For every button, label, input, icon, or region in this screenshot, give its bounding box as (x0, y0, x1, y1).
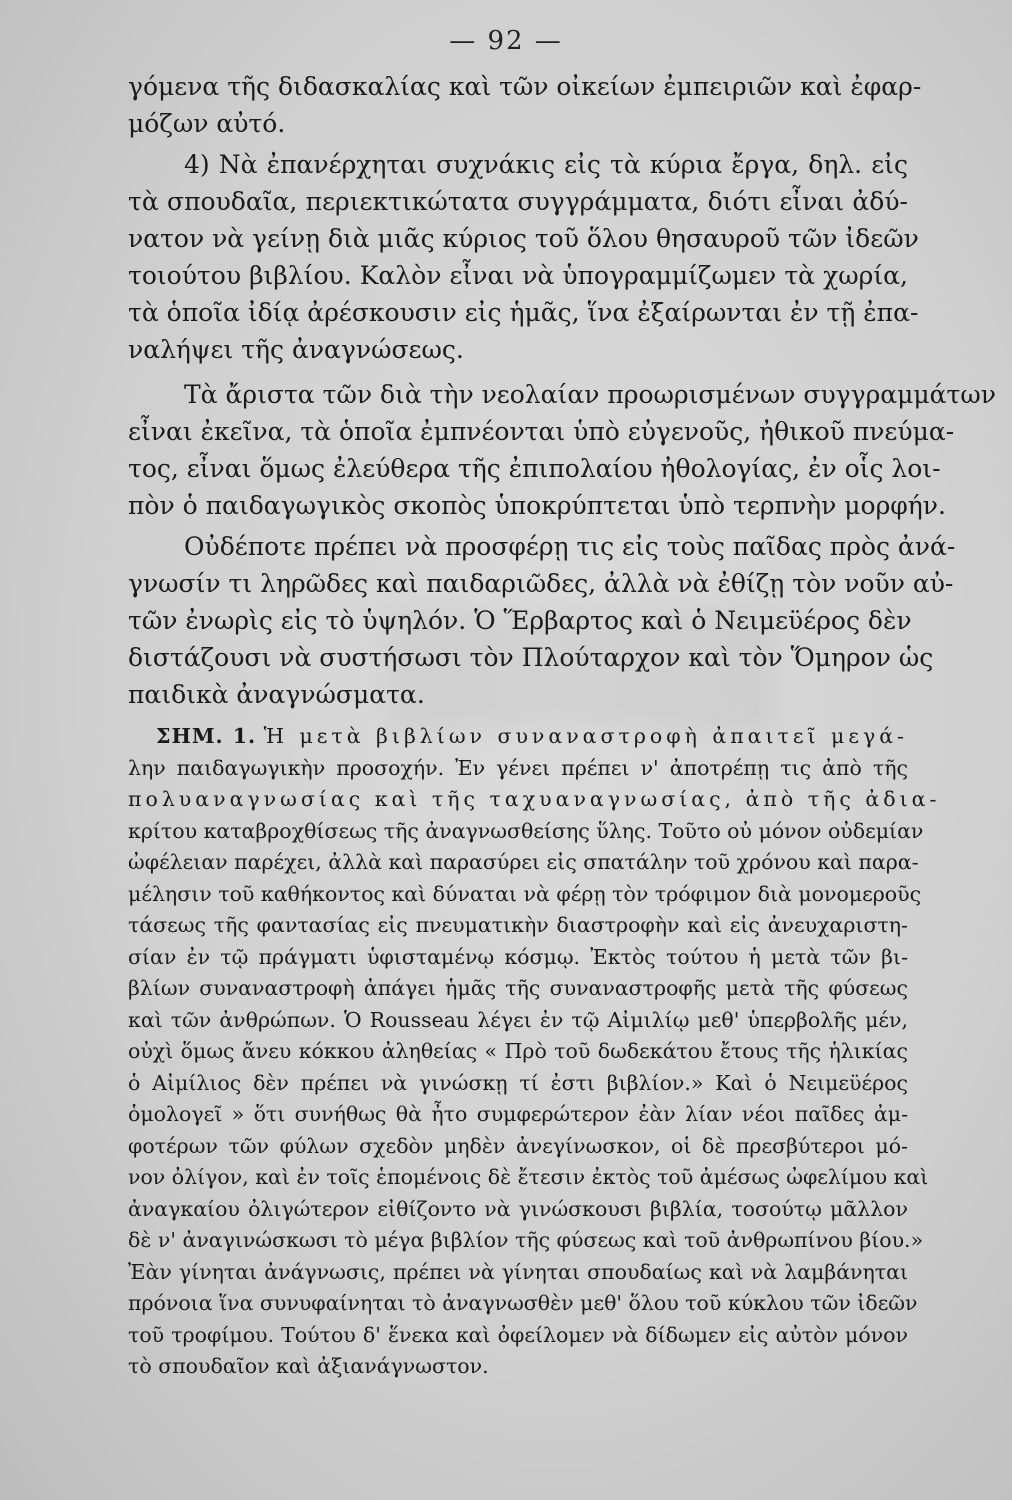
note-first-line (128, 721, 908, 753)
note-line: μέλησιν τοῦ καθήκοντος καὶ δύναται νὰ φέρῃ τὸν τρόφιμον διὰ μονομεροῦς (128, 881, 922, 906)
note-line: τάσεως τῆς φαντασίας εἰς πνευματικὴν διαστροφὴν καὶ εἰς ἀνευχαριστη- (128, 913, 908, 937)
text-line: 4) Νὰ ἐπανέρχηται συχνάκις εἰς τὰ κύρια ἔργα, δηλ. εἰς (184, 150, 908, 179)
paragraph-4 (128, 528, 956, 713)
page-body (128, 68, 996, 1383)
text-line: ναλήψει τῆς ἀναγνώσεως. (128, 335, 464, 364)
note-line: ὁ Αἰμίλιος δὲν πρέπει νὰ γινώσκῃ τί ἐστι βιβλίον.» Καὶ ὁ Νειμεϋέρος (128, 1070, 908, 1095)
note-line: δὲ ν' ἀναγινώσκωσι τὸ μέγα βιβλίον τῆς φύσεως καὶ τοῦ ἀνθρωπίνου βίου.» (128, 1228, 924, 1252)
text-line: διστάζουσι νὰ συστήσωσι τὸν Πλούταρχον καὶ τὸν Ὅμηρον ὡς (128, 643, 934, 672)
note-line: Ἐὰν γίνηται ἀνάγνωσις, πρέπει νὰ γίνηται σπουδαίως καὶ νὰ λαμβάνηται (128, 1259, 908, 1284)
text-line: τῶν ἐνωρὶς εἰς τὸ ὑψηλόν. Ὁ Ἕρβαρτος καὶ ὁ Νειμεϋέρος δὲν (128, 606, 912, 635)
text-line: Οὐδέποτε πρέπει νὰ προσφέρῃ τις εἰς τοὺς παῖδας πρὸς ἀνά- (184, 532, 956, 561)
note-line: νον ὀλίγον, καὶ ἐν τοῖς ἑπομένοις δὲ ἔτεσιν ἐκτὸς τοῦ ἀμέσως ὠφελίμου καὶ (128, 1165, 929, 1189)
note-line: κρίτου καταβροχθίσεως τῆς ἀναγνωσθείσης ὕλης. Τοῦτο οὐ μόνον οὐδεμίαν (128, 818, 924, 843)
text-line: Τὰ ἄριστα τῶν διὰ τὴν νεολαίαν προωρισμένων συγγραμμάτων (184, 380, 996, 409)
paragraph-2 (128, 146, 919, 368)
note-line: πολυαναγνωσίας καὶ τῆς ταχυαναγνωσίας, ἀπὸ τῆς ἀδια- (128, 787, 941, 811)
note-line: καὶ τῶν ἀνθρώπων. Ὁ Rousseau λέγει ἐν τῷ Αἰμιλίῳ μεθ' ὑπερβολῆς μέν, (128, 1007, 908, 1032)
text-line: τὰ σπουδαῖα, περιεκτικώτατα συγγράμματα, διότι εἶναι ἀδύ- (128, 187, 908, 216)
text-line: γνωσίν τι ληρῶδες καὶ παιδαριῶδες, ἀλλὰ νὰ ἐθίζῃ τὸν νοῦν αὐ- (128, 569, 954, 598)
text-line: παιδικὰ ἀναγνώσματα. (128, 680, 425, 709)
note-line: φοτέρων τῶν φύλων σχεδὸν μηδὲν ἀνεγίνωσκον, οἱ δὲ πρεσβύτεροι μό- (128, 1133, 908, 1158)
text-line: πὸν ὁ παιδαγωγικὸς σκοπὸς ὑποκρύπτεται ὑπὸ τερπνὴν μορφήν. (128, 491, 946, 520)
text-line: εἶναι ἐκεῖνα, τὰ ὁποῖα ἐμπνέονται ὑπὸ εὐγενοῦς, ἠθικοῦ πνεύμα- (128, 417, 955, 446)
text-line: γόμενα τῆς διδασκαλίας καὶ τῶν οἰκείων ἐμπειριῶν καὶ ἐφαρ- (128, 72, 922, 101)
note-label: ΣΗΜ. 1. (156, 724, 257, 748)
note-text: Ἡ μετὰ βιβλίων συναναστροφὴ ἀπαιτεῖ μεγά- (263, 724, 908, 748)
note-line: τοῦ τροφίμου. Τούτου δ' ἕνεκα καὶ ὀφείλομεν νὰ δίδωμεν εἰς αὐτὸν μόνον (128, 1322, 908, 1347)
note-block (128, 721, 941, 1383)
text-line: μόζων αὐτό. (128, 109, 286, 138)
paragraph-3 (128, 376, 996, 524)
text-line: τοιούτου βιβλίου. Καλὸν εἶναι νὰ ὑπογραμμίζωμεν τὰ χωρία, (128, 261, 908, 290)
note-line: σίαν ἐν τῷ πράγματι ὑφισταμένῳ κόσμῳ. Ἐκτὸς τούτου ἡ μετὰ τῶν βι- (128, 944, 908, 969)
page-number: — 92 — (449, 26, 563, 56)
note-line: ὠφέλειαν παρέχει, ἀλλὰ καὶ παρασύρει εἰς σπατάλην τοῦ χρόνου καὶ παρα- (128, 850, 919, 874)
note-line: τὸ σπουδαῖον καὶ ἀξιανάγνωστον. (128, 1354, 489, 1378)
note-line: οὐχὶ ὅμως ἄνευ κόκκου ἀληθείας « Πρὸ τοῦ δωδεκάτου ἔτους τῆς ἡλικίας (128, 1039, 908, 1063)
note-line: ὁμολογεῖ » ὅτι συνήθως θὰ ἦτο συμφερώτερον ἐὰν λίαν νέοι παῖδες ἀμ- (128, 1102, 908, 1126)
note-line: λην παιδαγωγικὴν προσοχήν. Ἐν γένει πρέπει ν' ἀποτρέπῃ τις ἀπὸ τῆς (128, 755, 908, 780)
note-line: ἀναγκαίου ὀλιγώτερον εἰθίζοντο νὰ γινώσκουσι βιβλία, τοσούτῳ μᾶλλον (128, 1196, 908, 1221)
text-line: τος, εἶναι ὅμως ἐλεύθερα τῆς ἐπιπολαίου ἠθολογίας, ἐν οἷς λοι- (128, 454, 941, 483)
note-line: πρόνοια ἵνα συνυφαίνηται τὸ ἀναγνωσθὲν μεθ' ὅλου τοῦ κύκλου τῶν ἰδεῶν (128, 1291, 918, 1315)
paragraph-1 (128, 68, 922, 142)
text-line: τὰ ὁποῖα ἰδίᾳ ἀρέσκουσιν εἰς ἡμᾶς, ἵνα ἐξαίρωνται ἐν τῇ ἐπα- (128, 298, 919, 327)
text-line: νατον νὰ γείνῃ διὰ μιᾶς κύριος τοῦ ὅλου θησαυροῦ τῶν ἰδεῶν (128, 224, 919, 253)
note-line: βλίων συναναστροφὴ ἀπάγει ἡμᾶς τῆς συναναστροφῆς μετὰ τῆς φύσεως (128, 976, 908, 1000)
